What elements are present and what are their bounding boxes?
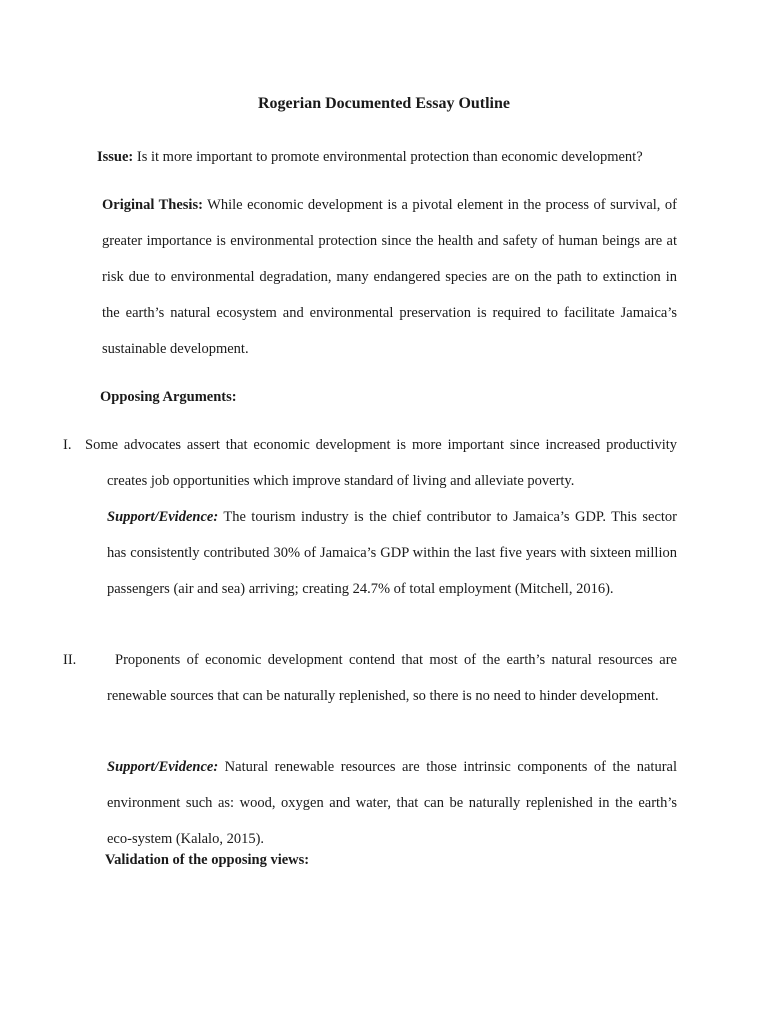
argument-1-text: Some advocates assert that economic development is more important since increased productivity creates job opportunities which improve standard of living and alleviate poverty.: [85, 437, 677, 489]
support-1-text: The tourism industry is the chief contributor to Jamaica’s GDP. This sector has consistently contributed 30% of Jamaica’s GDP within the last five years with sixteen million passengers (air and sea) arriving; creating 24.7% of total employment (Mitchell, 2016).: [107, 509, 677, 597]
argument-2-support: [107, 749, 677, 857]
document-title: Rogerian Documented Essay Outline: [258, 95, 510, 112]
issue-label: Issue:: [97, 149, 134, 165]
support-1-label: Support/Evidence:: [107, 509, 219, 525]
issue-text: Is it more important to promote environmental protection than economic development?: [133, 149, 643, 165]
opposing-arguments-heading: Opposing Arguments:: [100, 389, 237, 405]
thesis-text: While economic development is a pivotal element in the process of survival, of greater importance is environmental protection since the health and safety of human beings are at risk due to environmental degradation, many endangered species are on the path to extinction in the earth’s natural ecosystem and environmental preservation is required to facilitate Jamaica’s sustainable development.: [102, 197, 678, 357]
support-2-text: Natural renewable resources are those intrinsic components of the natural environment such as: wood, oxygen and water, that can be naturally replenished in the earth’s eco-system (Kalalo, 2015).: [107, 759, 677, 847]
argument-1-numeral: I.: [63, 437, 72, 453]
thesis-label: Original Thesis:: [102, 197, 203, 213]
support-2-label: Support/Evidence:: [107, 759, 219, 775]
validation-heading: Validation of the opposing views:: [105, 852, 310, 868]
argument-1-support: [107, 499, 677, 607]
original-thesis: [102, 187, 677, 367]
argument-2-text: Proponents of economic development contend that most of the earth’s natural resources are renewable sources that can be naturally replenished, so there is no need to hinder development.: [107, 652, 677, 704]
argument-2-numeral: II.: [63, 652, 77, 668]
issue-statement: [97, 146, 643, 168]
